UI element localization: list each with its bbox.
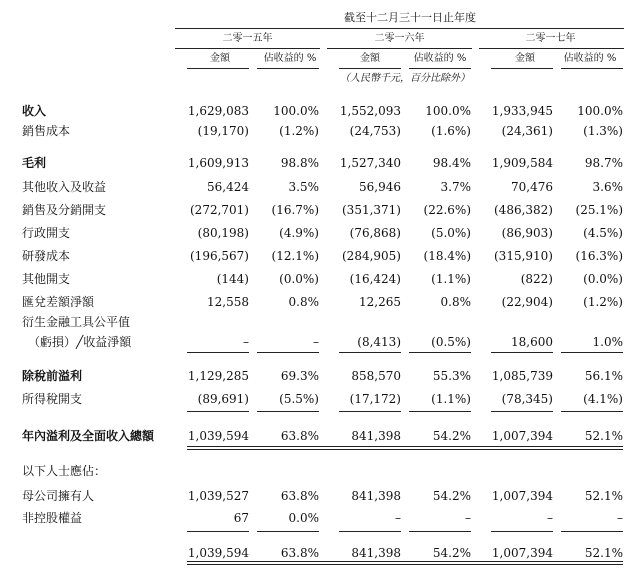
- amount-cell: (315,910): [494, 249, 553, 263]
- row-label: 銷售及分銷開支: [22, 203, 107, 217]
- amount-cell: (144): [216, 272, 249, 286]
- rule-before-profit-a15: [187, 411, 249, 412]
- pct-cell: (5.0%): [431, 226, 471, 240]
- row-label: 收入: [22, 104, 47, 118]
- col-rule-p16: [409, 68, 471, 69]
- pct-cell: –: [465, 511, 471, 525]
- pct-cell: 3.5%: [288, 180, 319, 194]
- amount-cell: 70,476: [511, 180, 553, 194]
- amount-cell: (16,424): [349, 272, 401, 286]
- amount-cell: 1,085,739: [491, 369, 553, 383]
- pct-cell: 1.0%: [592, 335, 623, 349]
- amount-cell: 18,600: [511, 335, 553, 349]
- pct-cell: (1.6%): [431, 124, 471, 138]
- row-label: 其他開支: [22, 272, 71, 286]
- row-label: 匯兌差額淨額: [22, 295, 95, 309]
- amount-cell: (822): [520, 272, 553, 286]
- pct-cell: 0.8%: [288, 295, 319, 309]
- rule-before-total-a15: [187, 531, 249, 532]
- rule-before-pbt-a16: [339, 352, 401, 353]
- pct-cell: (1.3%): [583, 124, 623, 138]
- pct-cell: (1.1%): [431, 392, 471, 406]
- year-2015: 二零一五年: [222, 33, 273, 44]
- amount-cell: 1,007,394: [491, 429, 553, 443]
- row-label: 母公司擁有人: [22, 489, 95, 503]
- amount-cell: (8,413): [357, 335, 401, 349]
- col-amount-2016: 金額: [360, 53, 380, 64]
- col-pct-2017: 佔收益的 %: [563, 53, 617, 64]
- row-label: 行政開支: [22, 226, 71, 240]
- row-label: 衍生金融工具公平值: [22, 315, 131, 329]
- amount-cell: –: [395, 511, 401, 525]
- year-2016: 二零一六年: [374, 33, 425, 44]
- pct-cell: 52.1%: [584, 489, 623, 503]
- pct-cell: 100.0%: [425, 104, 471, 118]
- year-rule-2017: [479, 48, 624, 49]
- rule-final-1: [187, 561, 623, 562]
- year-rule-2015: [175, 48, 320, 49]
- amount-cell: 12,265: [359, 295, 401, 309]
- pct-cell: 0.8%: [440, 295, 471, 309]
- row-label: 其他收入及收益: [22, 180, 107, 194]
- pct-cell: 63.8%: [280, 489, 319, 503]
- pct-cell: 3.6%: [592, 180, 623, 194]
- pct-cell: (4.9%): [279, 226, 319, 240]
- pct-cell: (16.3%): [575, 249, 623, 263]
- amount-cell: (80,198): [197, 226, 249, 240]
- rule-before-profit-p17: [561, 411, 623, 412]
- rule-before-total-p17: [561, 531, 623, 532]
- pct-cell: 52.1%: [584, 429, 623, 443]
- pct-cell: (25.1%): [575, 203, 623, 217]
- rule-before-profit-a17: [491, 411, 553, 412]
- amount-cell: (89,691): [197, 392, 249, 406]
- amount-cell: (196,567): [190, 249, 249, 263]
- year-rule-2016: [327, 48, 472, 49]
- pct-cell: (1.2%): [279, 124, 319, 138]
- amount-cell: 841,398: [351, 489, 401, 503]
- period-rule: [175, 28, 624, 29]
- pct-cell: (0.0%): [279, 272, 319, 286]
- amount-cell: 1,609,913: [187, 156, 249, 170]
- pct-cell: 69.3%: [280, 369, 319, 383]
- amount-cell: 1,039,594: [187, 429, 249, 443]
- row-label: 研發成本: [22, 249, 71, 263]
- pct-cell: (0.0%): [583, 272, 623, 286]
- col-rule-a16: [339, 68, 401, 69]
- rule-before-total-a17: [491, 531, 553, 532]
- pct-cell: (4.5%): [583, 226, 623, 240]
- pct-cell: (4.1%): [583, 392, 623, 406]
- row-label: 年內溢利及全面收入總額: [22, 429, 155, 443]
- period-title: 截至十二月三十一日止年度: [344, 11, 476, 24]
- pct-cell: (22.6%): [423, 203, 471, 217]
- row-label: 以下人士應佔：: [22, 464, 107, 478]
- col-pct-2015: 佔收益的 %: [263, 53, 317, 64]
- rule-final-2: [187, 564, 623, 565]
- amount-cell: 841,398: [351, 546, 401, 560]
- col-rule-a17: [491, 68, 553, 69]
- rule-before-total-p15: [257, 531, 319, 532]
- pct-cell: 98.7%: [584, 156, 623, 170]
- col-rule-p15: [257, 68, 319, 69]
- pct-cell: –: [313, 335, 319, 349]
- amount-cell: 1,007,394: [491, 489, 553, 503]
- pct-cell: 100.0%: [273, 104, 319, 118]
- amount-cell: (76,868): [349, 226, 401, 240]
- amount-cell: (19,170): [197, 124, 249, 138]
- amount-cell: (24,753): [349, 124, 401, 138]
- row-label: 毛利: [22, 156, 47, 170]
- amount-cell: 841,398: [351, 429, 401, 443]
- pct-cell: 52.1%: [584, 546, 623, 560]
- amount-cell: (24,361): [501, 124, 553, 138]
- rule-before-pbt-p17: [561, 352, 623, 353]
- rule-before-pbt-p16: [409, 352, 471, 353]
- row-label: 除稅前溢利: [22, 369, 83, 383]
- amount-cell: 56,946: [359, 180, 401, 194]
- rule-before-profit-a16: [339, 411, 401, 412]
- amount-cell: (22,904): [501, 295, 553, 309]
- pct-cell: (18.4%): [423, 249, 471, 263]
- row-label: 非控股權益: [22, 511, 83, 525]
- rule-before-total-p16: [409, 531, 471, 532]
- rule-after-profit-1: [187, 446, 623, 447]
- row-label: 銷售成本: [22, 124, 71, 138]
- pct-cell: 63.8%: [280, 546, 319, 560]
- pct-cell: 0.0%: [288, 511, 319, 525]
- rule-before-profit-p15: [257, 411, 319, 412]
- pct-cell: 63.8%: [280, 429, 319, 443]
- amount-cell: 1,039,594: [187, 546, 249, 560]
- amount-cell: 1,909,584: [491, 156, 553, 170]
- pct-cell: 98.8%: [280, 156, 319, 170]
- rule-before-pbt-a15: [187, 352, 249, 353]
- pct-cell: (0.5%): [431, 335, 471, 349]
- col-rule-p17: [561, 68, 623, 69]
- amount-cell: 858,570: [351, 369, 401, 383]
- amount-cell: (86,903): [501, 226, 553, 240]
- pct-cell: 55.3%: [432, 369, 471, 383]
- amount-cell: 1,933,945: [491, 104, 553, 118]
- amount-cell: (272,701): [190, 203, 249, 217]
- pct-cell: 3.7%: [440, 180, 471, 194]
- year-2017: 二零一七年: [525, 33, 576, 44]
- col-amount-2015: 金額: [210, 53, 230, 64]
- amount-cell: 1,629,083: [187, 104, 249, 118]
- pct-cell: (5.5%): [279, 392, 319, 406]
- amount-cell: (17,172): [349, 392, 401, 406]
- amount-cell: (284,905): [342, 249, 401, 263]
- col-rule-a15: [187, 68, 249, 69]
- rule-before-pbt-p15: [257, 352, 319, 353]
- amount-cell: 1,527,340: [339, 156, 401, 170]
- amount-cell: 12,558: [207, 295, 249, 309]
- pct-cell: 56.1%: [584, 369, 623, 383]
- amount-cell: (486,382): [494, 203, 553, 217]
- amount-cell: 67: [233, 511, 249, 525]
- pct-cell: 54.2%: [432, 489, 471, 503]
- amount-cell: (351,371): [342, 203, 401, 217]
- pct-cell: –: [617, 511, 623, 525]
- unit-note: （人民幣千元，百分比除外）: [340, 73, 470, 84]
- amount-cell: (78,345): [501, 392, 553, 406]
- amount-cell: 1,007,394: [491, 546, 553, 560]
- rule-after-profit-2: [187, 449, 623, 450]
- pct-cell: 54.2%: [432, 546, 471, 560]
- rule-before-pbt-a17: [491, 352, 553, 353]
- rule-before-total-a16: [339, 531, 401, 532]
- amount-cell: 1,039,527: [187, 489, 249, 503]
- pct-cell: (16.7%): [271, 203, 319, 217]
- amount-cell: 1,129,285: [187, 369, 249, 383]
- col-amount-2017: 金額: [515, 53, 535, 64]
- pct-cell: 54.2%: [432, 429, 471, 443]
- amount-cell: 56,424: [207, 180, 249, 194]
- row-label: 所得稅開支: [22, 392, 83, 406]
- amount-cell: –: [547, 511, 553, 525]
- pct-cell: 100.0%: [577, 104, 623, 118]
- col-pct-2016: 佔收益的 %: [413, 53, 467, 64]
- pct-cell: (1.2%): [583, 295, 623, 309]
- rule-before-profit-p16: [409, 411, 471, 412]
- amount-cell: 1,552,093: [339, 104, 401, 118]
- amount-cell: –: [243, 335, 249, 349]
- pct-cell: (12.1%): [271, 249, 319, 263]
- row-label: （虧損）╱收益淨額: [28, 335, 132, 349]
- pct-cell: (1.1%): [431, 272, 471, 286]
- pct-cell: 98.4%: [432, 156, 471, 170]
